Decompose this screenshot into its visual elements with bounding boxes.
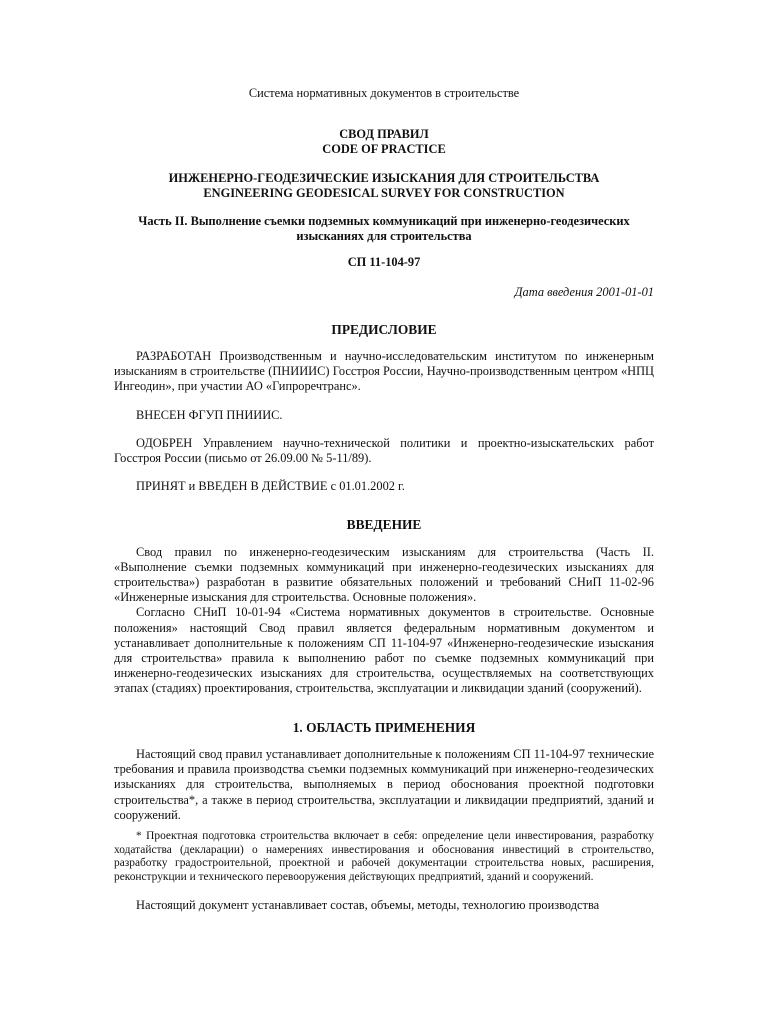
scope-footnote: * Проектная подготовка строительства включает в себя: определение цели инвестирования, разработку ходатайства (декларации) о намерениях инвестирования и обоснования инвестиций в строительство, разработку градостроительной, проектной и рабочей документации строительства новых, расширения, реконструкции и технического перевооружения действующих предприятий, зданий и сооружений.	[114, 829, 654, 884]
svod-title-en: CODE OF PRACTICE	[322, 142, 446, 157]
introduction-paragraph-1: Свод правил по инженерно-геодезическим изысканиям для строительства (Часть II. «Выполнение съемки подземных коммуникаций при инженерно-геодезических изысканиях для строительства») разработан в развитие обязательных положений и требований СНиП 11-02-96 «Инженерные изыскания для строительства. Основные положения».	[114, 544, 654, 605]
foreword-submitted: ВНЕСЕН ФГУП ПНИИИС.	[136, 407, 283, 422]
foreword-developed: РАЗРАБОТАН Производственным и научно-исследовательским институтом по инженерным изысканиям в строительстве (ПНИИИС) Госстроя России, Научно-производственным центром «НПЦ Ингеодин», при участии АО «Гипроречтранс».	[114, 349, 654, 394]
document-code: СП 11-104-97	[347, 255, 421, 270]
svod-title-ru: СВОД ПРАВИЛ	[339, 127, 429, 142]
foreword-heading: ПРЕДИСЛОВИЕ	[331, 321, 437, 337]
part-title-line1: Часть II. Выполнение съемки подземных коммуникаций при инженерно-геодезических	[138, 214, 630, 229]
scope-paragraph-1: Настоящий свод правил устанавливает дополнительные к положениям СП 11-104-97 технические требования и правила производства съемки подземных коммуникаций при инженерно-геодезических изысканиях для строительства, выполняемых в период обоснования проектной подготовки строительства*, а также в период строительства, эксплуатации и ликвидации предприятий, зданий и сооружений.	[114, 746, 654, 822]
introduction-paragraph-2: Согласно СНиП 10-01-94 «Система нормативных документов в строительстве. Основные положения» настоящий Свод правил является федеральным нормативным документом и устанавливает дополнительные к положениям СП 11-104-97 «Инженерно-геодезические изыскания для строительства» правила к выполнению работ по съемке подземных коммуникаций при инженерно-геодезических изысканиях для строительства, осуществляемых на соответствующих этапах (стадиях) проектирования, строительства, эксплуатации и ликвидации зданий (сооружений).	[114, 605, 654, 696]
scope-heading: 1. ОБЛАСТЬ ПРИМЕНЕНИЯ	[292, 719, 476, 735]
document-content	[114, 86, 654, 913]
system-title: Система нормативных документов в строительстве	[248, 86, 520, 100]
foreword-adopted: ПРИНЯТ и ВВЕДЕН В ДЕЙСТВИЕ с 01.01.2002 г.	[136, 479, 405, 494]
part-title-line2: изысканиях для строительства	[296, 229, 472, 244]
scope-paragraph-2: Настоящий документ устанавливает состав, объемы, методы, технологию производства	[136, 897, 600, 912]
document-title-en: ENGINEERING GEODESICAL SURVEY FOR CONSTRUCTION	[203, 185, 565, 200]
effective-date: Дата введения 2001-01-01	[514, 284, 654, 299]
introduction-heading: ВВЕДЕНИЕ	[346, 517, 422, 533]
foreword-approved: ОДОБРЕН Управлением научно-технической политики и проектно-изыскательских работ Госстроя России (письмо от 26.09.00 № 5-11/89).	[114, 435, 654, 466]
document-title-ru: ИНЖЕНЕРНО-ГЕОДЕЗИЧЕСКИЕ ИЗЫСКАНИЯ ДЛЯ СТРОИТЕЛЬСТВА	[168, 170, 600, 185]
